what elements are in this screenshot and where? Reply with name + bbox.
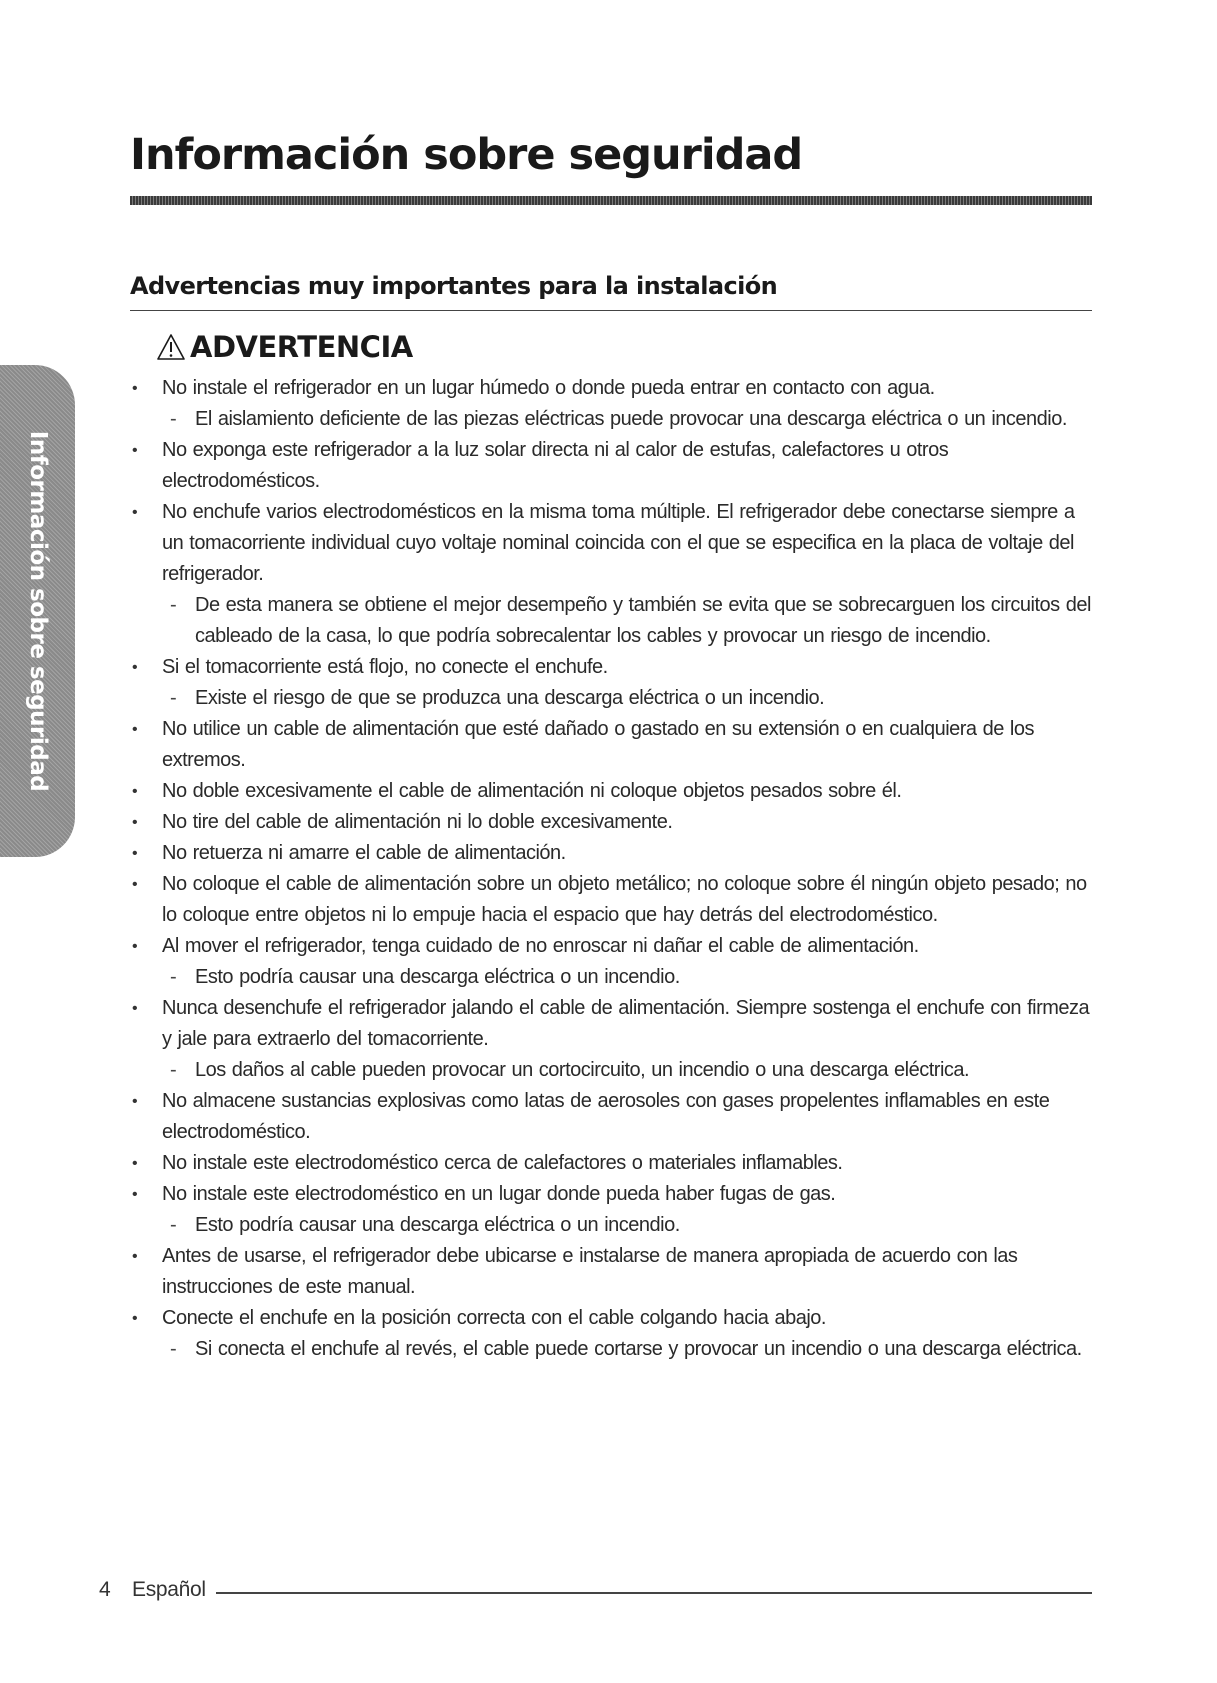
page-title: Información sobre seguridad	[130, 130, 803, 180]
list-item: • No instale el refrigerador en un lugar húmedo o donde pueda entrar en contacto con agua.	[130, 373, 1095, 404]
sub-item: - Los daños al cable pueden provocar un cortocircuito, un incendio o una descarga eléctrica.	[130, 1055, 1095, 1086]
list-item: • Antes de usarse, el refrigerador debe ubicarse e instalarse de manera apropiada de acuerdo con las instrucciones de este manual.	[130, 1241, 1095, 1303]
section-heading: Advertencias muy importantes para la instalación	[130, 272, 778, 300]
list-item: • No tire del cable de alimentación ni lo doble excesivamente.	[130, 807, 1095, 838]
list-item: • Si el tomacorriente está flojo, no conecte el enchufe.	[130, 652, 1095, 683]
warning-heading	[156, 330, 413, 364]
sub-item: - Existe el riesgo de que se produzca una descarga eléctrica o un incendio.	[130, 683, 1095, 714]
list-item: • No almacene sustancias explosivas como latas de aerosoles con gases propelentes inflamables en este electrodoméstico.	[130, 1086, 1095, 1148]
list-item: • Nunca desenchufe el refrigerador jalando el cable de alimentación. Siempre sostenga el enchufe con firmeza y jale para extraerlo del tomacorriente.	[130, 993, 1095, 1055]
sub-item: - Si conecta el enchufe al revés, el cable puede cortarse y provocar un incendio o una descarga eléctrica.	[130, 1334, 1095, 1365]
sub-item: - Esto podría causar una descarga eléctrica o un incendio.	[130, 962, 1095, 993]
list-item: • Conecte el enchufe en la posición correcta con el cable colgando hacia abajo.	[130, 1303, 1095, 1334]
side-tab-label: Información sobre seguridad	[24, 430, 51, 792]
list-item: • No instale este electrodoméstico cerca de calefactores o materiales inflamables.	[130, 1148, 1095, 1179]
list-item: • No instale este electrodoméstico en un lugar donde pueda haber fugas de gas.	[130, 1179, 1095, 1210]
warning-list	[130, 373, 1095, 1365]
list-item: • No doble excesivamente el cable de alimentación ni coloque objetos pesados sobre él.	[130, 776, 1095, 807]
list-item: • Al mover el refrigerador, tenga cuidado de no enroscar ni dañar el cable de alimentación.	[130, 931, 1095, 962]
title-rule	[130, 196, 1092, 205]
list-item: • No exponga este refrigerador a la luz solar directa ni al calor de estufas, calefactores u otros electrodomésticos.	[130, 435, 1095, 497]
page-number: 4	[99, 1578, 111, 1601]
warning-triangle-icon	[156, 333, 186, 361]
sub-item: - El aislamiento deficiente de las piezas eléctricas puede provocar una descarga eléctrica o un incendio.	[130, 404, 1095, 435]
section-rule	[130, 310, 1092, 311]
sub-item: - Esto podría causar una descarga eléctrica o un incendio.	[130, 1210, 1095, 1241]
sub-item: - De esta manera se obtiene el mejor desempeño y también se evita que se sobrecarguen los circuitos del cableado de la casa, lo que podría sobrecalentar los cables y provocar un riesgo de incendio.	[130, 590, 1095, 652]
list-item: • No retuerza ni amarre el cable de alimentación.	[130, 838, 1095, 869]
list-item: • No coloque el cable de alimentación sobre un objeto metálico; no coloque sobre él ningún objeto pesado; no lo coloque entre objetos ni lo empuje hacia el espacio que hay detrás del electrodoméstico.	[130, 869, 1095, 931]
footer-rule	[216, 1592, 1092, 1594]
side-tab	[0, 365, 75, 857]
list-item: • No utilice un cable de alimentación que esté dañado o gastado en su extensión o en cualquiera de los extremos.	[130, 714, 1095, 776]
warning-label: ADVERTENCIA	[190, 330, 413, 364]
list-item: • No enchufe varios electrodomésticos en la misma toma múltiple. El refrigerador debe conectarse siempre a un tomacorriente individual cuyo voltaje nominal coincida con el que se especifica en la placa de voltaje del refrigerador.	[130, 497, 1095, 590]
footer-language: Español	[132, 1578, 206, 1601]
